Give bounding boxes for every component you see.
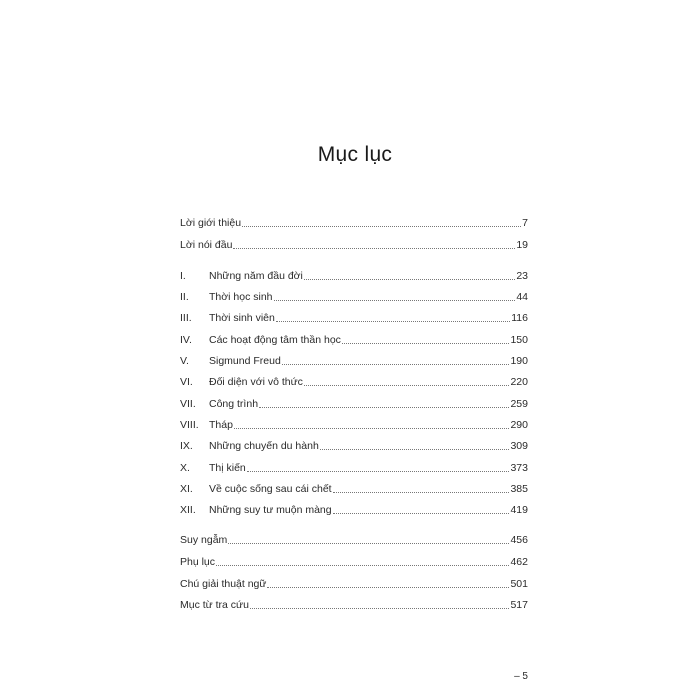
chapter-title: Tháp <box>209 419 233 431</box>
chapter-title: Các hoạt động tâm thần học <box>209 334 341 346</box>
toc-entry-back-0[interactable] <box>180 531 528 547</box>
toc-chapter-6[interactable] <box>180 373 528 389</box>
toc-entry-page-number: 501 <box>510 578 528 590</box>
chapter-title: Thời học sinh <box>209 291 273 303</box>
toc-chapter-12[interactable] <box>180 501 528 517</box>
toc-chapter-1[interactable] <box>180 267 528 283</box>
chapter-number: XI. <box>180 483 193 495</box>
dot-leader <box>250 608 510 609</box>
chapter-title: Thị kiến <box>209 462 246 474</box>
dot-leader <box>216 565 509 566</box>
toc-chapter-5[interactable] <box>180 352 528 368</box>
toc-entry-front-1[interactable] <box>180 236 528 252</box>
dot-leader <box>276 321 510 322</box>
chapter-page-number: 23 <box>516 270 528 282</box>
dot-leader <box>333 513 510 514</box>
toc-chapter-3[interactable] <box>180 309 528 325</box>
toc-chapter-10[interactable] <box>180 459 528 475</box>
chapter-title: Sigmund Freud <box>209 355 281 367</box>
toc-entry-page-number: 462 <box>510 556 528 568</box>
chapter-page-number: 259 <box>510 398 528 410</box>
dot-leader <box>274 300 516 301</box>
toc-chapter-9[interactable] <box>180 437 528 453</box>
toc-chapter-4[interactable] <box>180 331 528 347</box>
toc-chapter-2[interactable] <box>180 288 528 304</box>
toc-entry-label: Chú giải thuật ngữ <box>180 578 267 590</box>
chapter-title: Đối diện với vô thức <box>209 376 303 388</box>
toc-entry-label: Lời nói đầu <box>180 239 233 251</box>
toc-entry-label: Lời giới thiệu <box>180 217 242 229</box>
toc-entry-back-3[interactable] <box>180 596 528 612</box>
chapter-number: VIII. <box>180 419 199 431</box>
chapter-title: Thời sinh viên <box>209 312 275 324</box>
chapter-title: Những suy tư muộn màng <box>209 504 332 516</box>
dot-leader <box>333 492 510 493</box>
toc-entry-back-2[interactable] <box>180 575 528 591</box>
toc-chapter-11[interactable] <box>180 480 528 496</box>
chapter-page-number: 419 <box>510 504 528 516</box>
toc-entry-label: Suy ngẫm <box>180 534 228 546</box>
toc-entry-back-1[interactable] <box>180 553 528 569</box>
page-title: Mục lục <box>317 143 393 166</box>
toc-entry-label: Mục từ tra cứu <box>180 599 249 611</box>
chapter-number: I. <box>180 270 186 282</box>
chapter-page-number: 309 <box>510 440 528 452</box>
dot-leader <box>242 226 521 227</box>
chapter-number: XII. <box>180 504 196 516</box>
dot-leader <box>234 428 510 429</box>
dot-leader <box>304 385 510 386</box>
chapter-page-number: 220 <box>510 376 528 388</box>
chapter-number: VI. <box>180 376 193 388</box>
chapter-page-number: 290 <box>510 419 528 431</box>
chapter-number: IV. <box>180 334 192 346</box>
chapter-title: Về cuộc sống sau cái chết <box>209 483 332 495</box>
chapter-page-number: 385 <box>510 483 528 495</box>
toc-entry-label: Phụ lục <box>180 556 216 568</box>
chapter-title: Những năm đầu đời <box>209 270 303 282</box>
chapter-page-number: 116 <box>511 312 528 324</box>
chapter-title: Những chuyến du hành <box>209 440 319 452</box>
chapter-number: IX. <box>180 440 193 452</box>
chapter-number: V. <box>180 355 189 367</box>
chapter-page-number: 190 <box>510 355 528 367</box>
toc-chapter-8[interactable] <box>180 416 528 432</box>
dot-leader <box>233 248 515 249</box>
chapter-number: X. <box>180 462 190 474</box>
chapter-number: III. <box>180 312 192 324</box>
dot-leader <box>282 364 510 365</box>
chapter-page-number: 44 <box>516 291 528 303</box>
dot-leader <box>320 449 510 450</box>
chapter-title: Công trình <box>209 398 259 410</box>
toc-entry-front-0[interactable] <box>180 214 528 230</box>
toc-entry-page-number: 19 <box>516 239 528 251</box>
toc-entry-page-number: 7 <box>522 217 528 229</box>
dot-leader <box>267 587 509 588</box>
toc-entry-page-number: 517 <box>510 599 528 611</box>
dot-leader <box>247 471 510 472</box>
chapter-page-number: 150 <box>510 334 528 346</box>
toc-entry-page-number: 456 <box>510 534 528 546</box>
dot-leader <box>228 543 509 544</box>
dot-leader <box>342 343 510 344</box>
dot-leader <box>304 279 515 280</box>
chapter-number: VII. <box>180 398 196 410</box>
chapter-number: II. <box>180 291 189 303</box>
dot-leader <box>259 407 509 408</box>
toc-chapter-7[interactable] <box>180 395 528 411</box>
chapter-page-number: 373 <box>510 462 528 474</box>
table-of-contents <box>180 0 528 700</box>
page-number-footer: – 5 <box>514 671 528 682</box>
